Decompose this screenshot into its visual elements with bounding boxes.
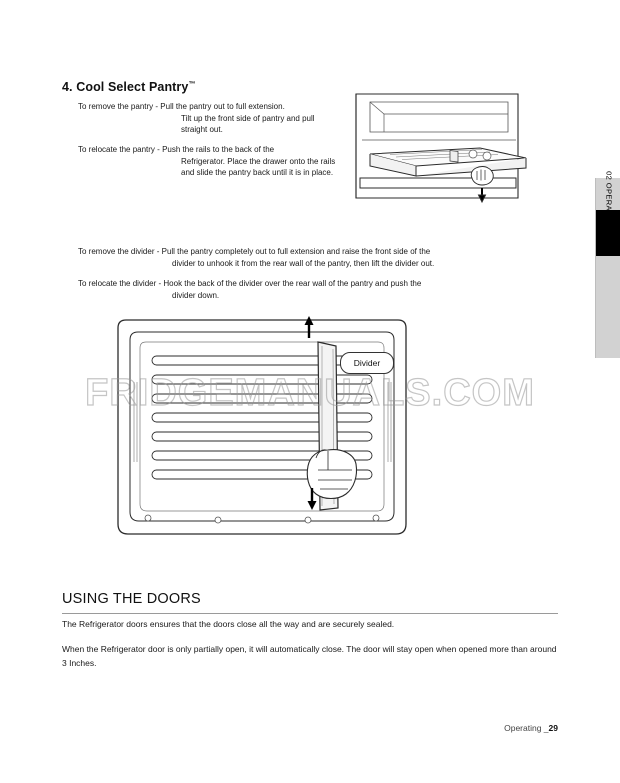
doors-section-divider bbox=[62, 613, 558, 614]
instruction-body: Pull the pantry completely out to full extension and raise the front side of the bbox=[161, 247, 431, 256]
instruction-remove-pantry bbox=[78, 101, 338, 136]
instruction-relocate-pantry bbox=[78, 144, 338, 179]
instruction-continuation: Tilt up the front side of pantry and pull straight out. bbox=[181, 113, 315, 134]
chapter-side-tab bbox=[595, 171, 620, 358]
instruction-lead: To relocate the divider - bbox=[78, 279, 162, 288]
trademark-symbol: ™ bbox=[188, 80, 196, 88]
doors-section-title: USING THE DOORS bbox=[62, 591, 201, 607]
page-title bbox=[62, 80, 196, 94]
footer-page-number: 29 bbox=[548, 723, 558, 733]
instruction-remove-divider bbox=[78, 246, 508, 269]
instruction-continuation: Refrigerator. Place the drawer onto the rails and slide the pantry back until it is in place. bbox=[181, 156, 336, 177]
doors-paragraph-2: When the Refrigerator door is only partially open, it will automatically close. The door will stay open when opened more than around 3 Inches. bbox=[62, 644, 557, 668]
instruction-lead: To remove the pantry - bbox=[78, 102, 159, 111]
page-footer bbox=[504, 723, 558, 733]
instruction-lead: To remove the divider - bbox=[78, 247, 160, 256]
instruction-body: Push the rails to the back of the bbox=[162, 145, 275, 154]
instruction-continuation: divider to unhook it from the rear wall of the pantry, then lift the divider out. bbox=[172, 258, 435, 268]
divider-illustration bbox=[112, 312, 412, 542]
instruction-lead: To relocate the pantry - bbox=[78, 145, 160, 154]
divider-callout-label: Divider bbox=[340, 352, 394, 374]
side-tab-label: 02 OPERATING bbox=[604, 171, 614, 230]
instruction-body: Hook the back of the divider over the rear wall of the pantry and push the bbox=[163, 279, 422, 288]
instruction-relocate-divider bbox=[78, 278, 508, 301]
doors-paragraph-1: The Refrigerator doors ensures that the doors close all the way and are securely sealed. bbox=[62, 619, 395, 629]
pantry-drawer-illustration bbox=[330, 92, 530, 207]
section-number: 4. bbox=[62, 80, 73, 94]
instruction-body: Pull the pantry out to full extension. bbox=[160, 102, 285, 111]
footer-label: Operating _ bbox=[504, 723, 549, 733]
instruction-continuation: divider down. bbox=[172, 290, 220, 300]
section-title: Cool Select Pantry bbox=[76, 80, 189, 94]
